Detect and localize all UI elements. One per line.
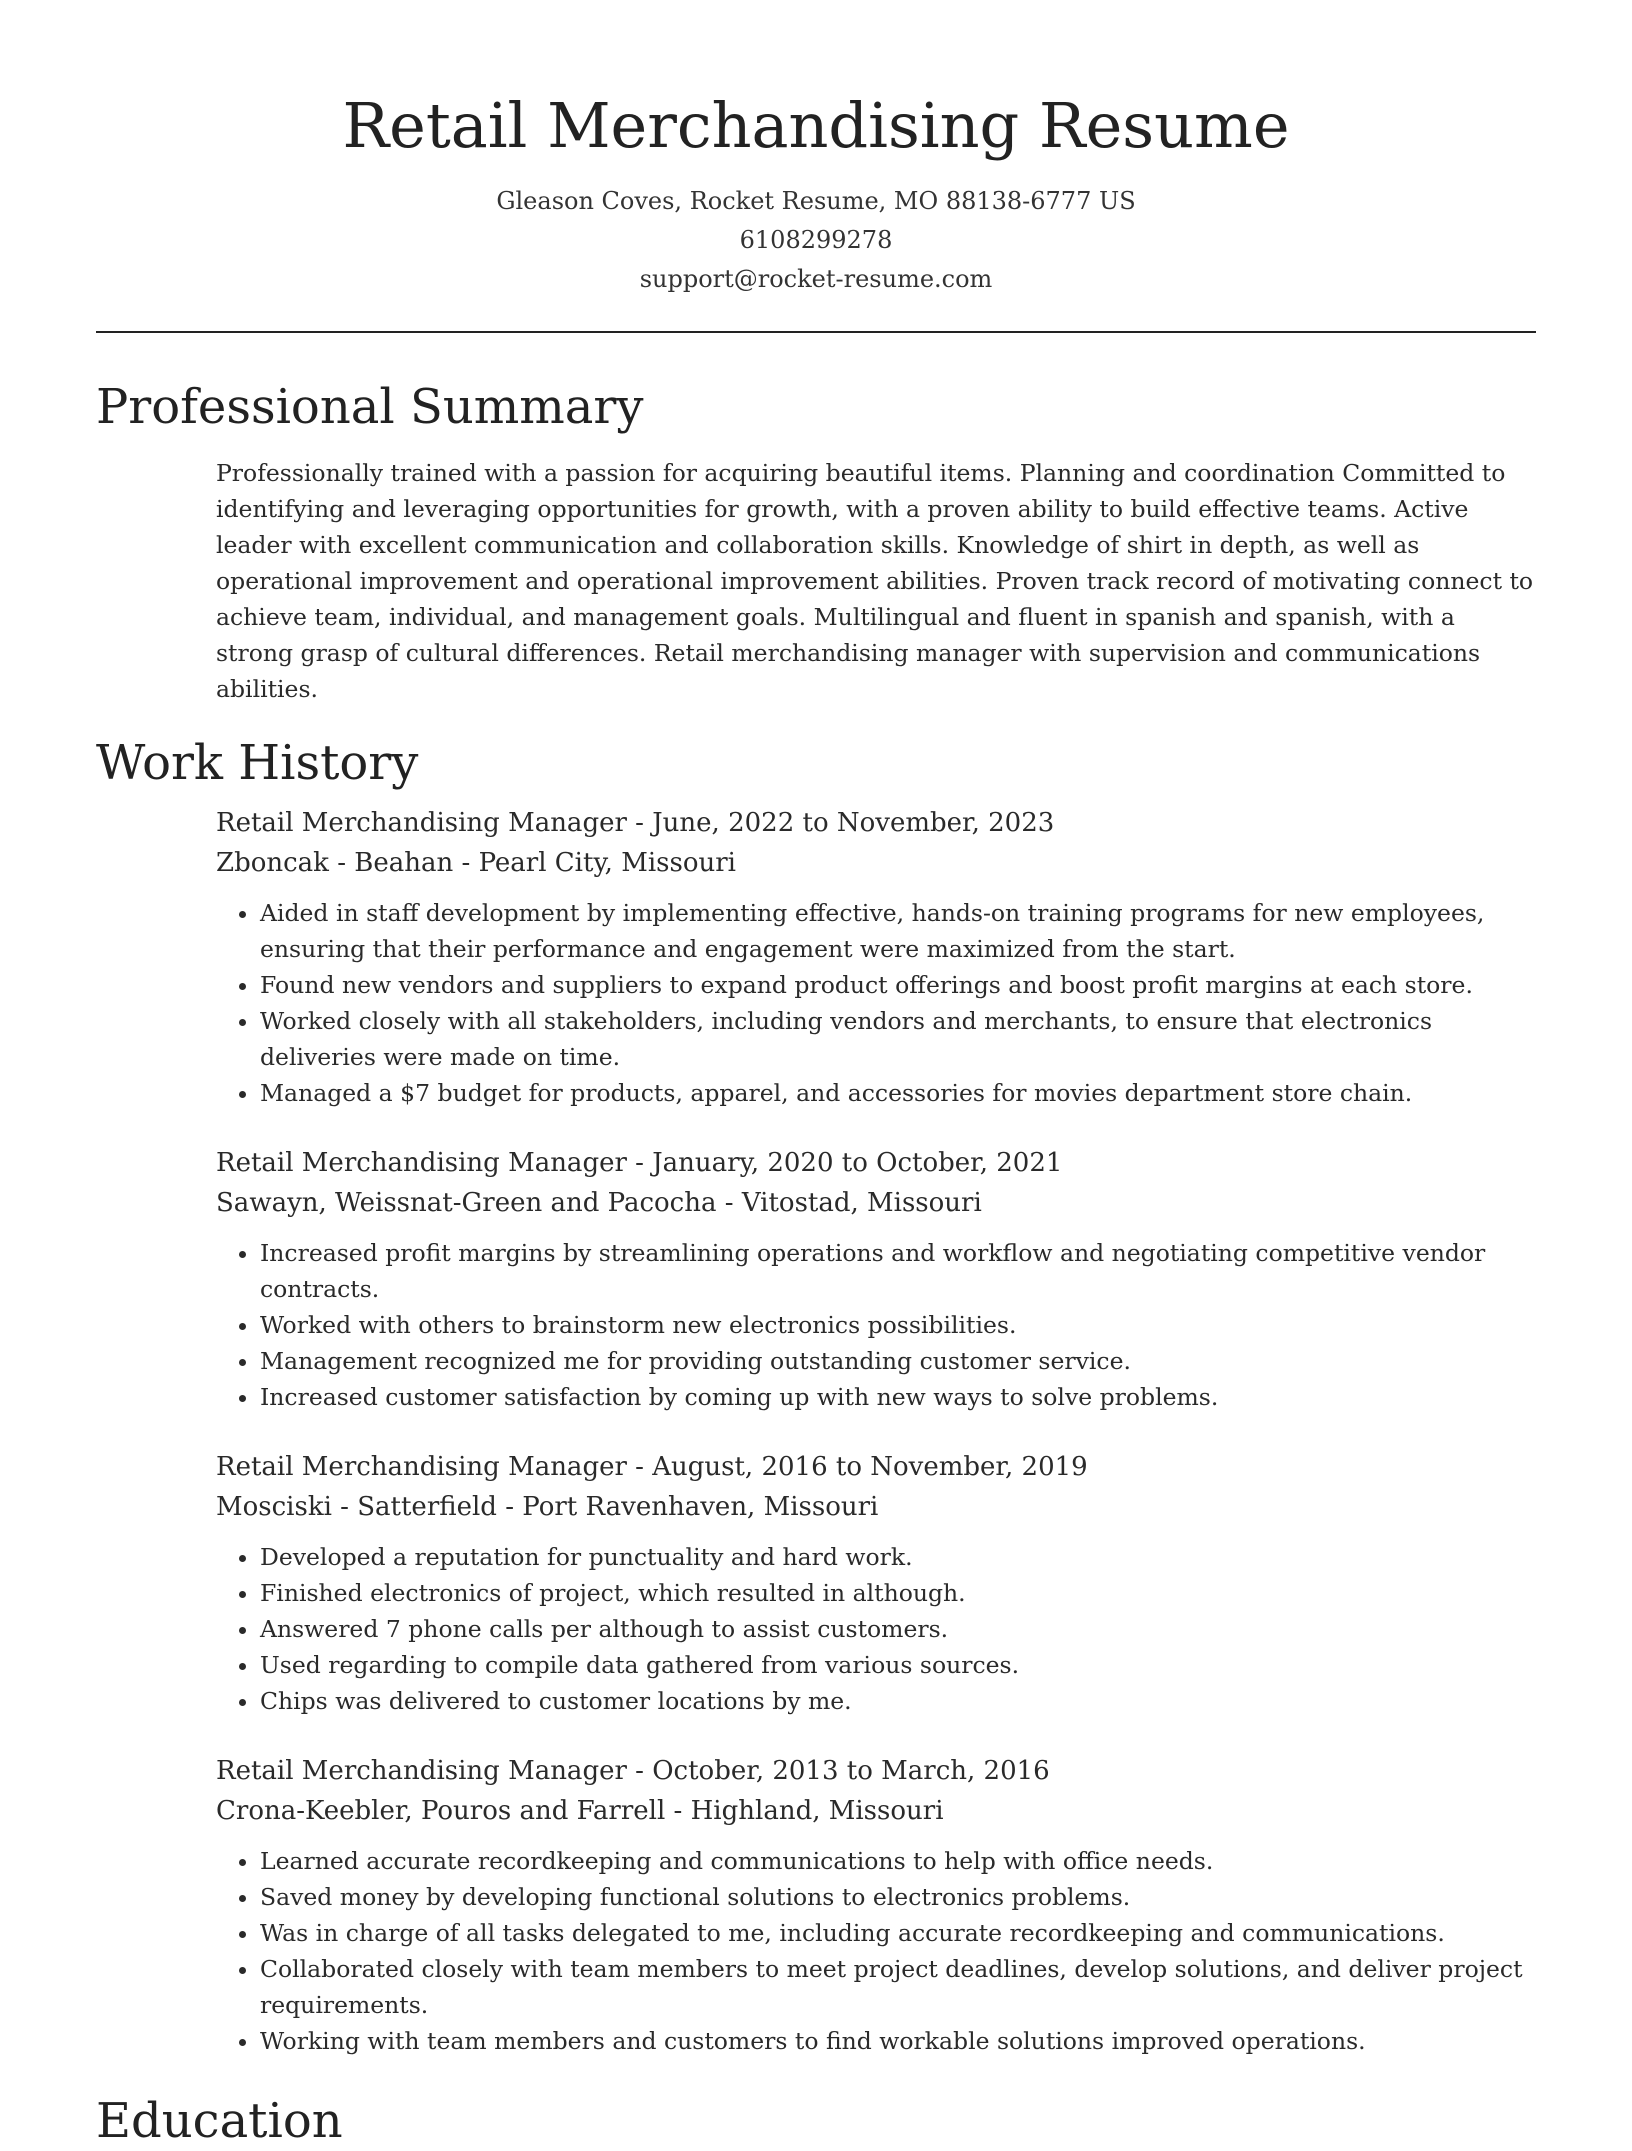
job-bullets (216, 1235, 1536, 1415)
job-dates: January, 2020 to October, 2021 (652, 1148, 1063, 1178)
contact-address: Gleason Coves, Rocket Resume, MO 88138-6777 US (496, 187, 1136, 215)
header-divider (96, 331, 1536, 333)
job-bullet: • Aided in staff development by implementing effective, hands-on training programs for new employees, ensuring that their performance and engagement were maximized from the start. (260, 895, 1536, 967)
resume-title: Retail Merchandising Resume (342, 89, 1290, 162)
job-company: Zboncak - Beahan (216, 848, 454, 878)
job-bullet: • Used regarding to compile data gathered from various sources. (260, 1647, 1536, 1683)
job-bullet: • Answered 7 phone calls per although to assist customers. (260, 1611, 1536, 1647)
job-bullet: • Developed a reputation for punctuality and hard work. (260, 1539, 1536, 1575)
job-entry (216, 1447, 1536, 1719)
job-location: Port Ravenhaven, Missouri (522, 1492, 879, 1522)
summary-heading: Professional Summary (96, 379, 644, 435)
job-entry (216, 803, 1536, 1111)
job-title-line: Retail Merchandising Manager - October, 2013 to March, 2016 (216, 1756, 1050, 1786)
contact-email: support@rocket-resume.com (639, 265, 993, 293)
job-title-line: Retail Merchandising Manager - June, 2022 to November, 2023 (216, 808, 1055, 838)
job-bullet: • Working with team members and customers to find workable solutions improved operations. (260, 2023, 1536, 2059)
job-bullet: • Management recognized me for providing outstanding customer service. (260, 1343, 1536, 1379)
job-company: Sawayn, Weissnat-Green and Pacocha (216, 1188, 717, 1218)
job-company-line: Mosciski - Satterfield - Port Ravenhaven, Missouri (216, 1492, 879, 1522)
job-bullet: • Increased profit margins by streamlining operations and workflow and negotiating competitive vendor contracts. (260, 1235, 1536, 1307)
job-company-line: Crona-Keebler, Pouros and Farrell - Highland, Missouri (216, 1796, 944, 1826)
job-bullets (216, 1539, 1536, 1719)
job-bullet: • Saved money by developing functional solutions to electronics problems. (260, 1879, 1536, 1915)
job-role: Retail Merchandising Manager (216, 1452, 627, 1482)
job-bullet: • Worked closely with all stakeholders, including vendors and merchants, to ensure that electronics deliveries were made on time. (260, 1003, 1536, 1075)
summary-text: Professionally trained with a passion for acquiring beautiful items. Planning and coordination Committed to identifying and leveraging opportunities for growth, with a proven ability to build effective teams. Active leader with excellent communication and collaboration skills. Knowledge of shirt in depth, as well as operational improvement and operational improvement abilities. Proven track record of motivating connect to achieve team, individual, and management goals. Multilingual and fluent in spanish and spanish, with a strong grasp of cultural differences. Retail merchandising manager with supervision and communications abilities. (216, 459, 1534, 703)
job-entry (216, 1751, 1536, 2059)
job-bullet: • Chips was delivered to customer locations by me. (260, 1683, 1536, 1719)
job-bullet: • Finished electronics of project, which resulted in although. (260, 1575, 1536, 1611)
job-dates: October, 2013 to March, 2016 (652, 1756, 1050, 1786)
contact-phone: 6108299278 (739, 226, 893, 254)
job-company-line: Zboncak - Beahan - Pearl City, Missouri (216, 848, 736, 878)
job-role: Retail Merchandising Manager (216, 808, 627, 838)
education-heading: Education (96, 2093, 343, 2149)
resume-header (0, 0, 1632, 299)
job-title-line: Retail Merchandising Manager - August, 2016 to November, 2019 (216, 1452, 1088, 1482)
job-role: Retail Merchandising Manager (216, 1756, 627, 1786)
job-bullet: • Found new vendors and suppliers to expand product offerings and boost profit margins at each store. (260, 967, 1536, 1003)
job-role: Retail Merchandising Manager (216, 1148, 627, 1178)
job-bullet: • Managed a $7 budget for products, apparel, and accessories for movies department store chain. (260, 1075, 1536, 1111)
job-bullets (216, 895, 1536, 1111)
job-bullet: • Was in charge of all tasks delegated to me, including accurate recordkeeping and communications. (260, 1915, 1536, 1951)
work-history-list (216, 803, 1536, 2059)
job-company: Mosciski - Satterfield (216, 1492, 497, 1522)
job-company-line: Sawayn, Weissnat-Green and Pacocha - Vitostad, Missouri (216, 1188, 982, 1218)
job-location: Vitostad, Missouri (741, 1188, 982, 1218)
job-bullets (216, 1843, 1536, 2059)
work-history-heading: Work History (96, 735, 419, 791)
contact-block (0, 182, 1632, 299)
job-location: Pearl City, Missouri (478, 848, 736, 878)
job-dates: June, 2022 to November, 2023 (652, 808, 1055, 838)
job-bullet: • Learned accurate recordkeeping and communications to help with office needs. (260, 1843, 1536, 1879)
job-dates: August, 2016 to November, 2019 (652, 1452, 1088, 1482)
job-company: Crona-Keebler, Pouros and Farrell (216, 1796, 666, 1826)
job-title-line: Retail Merchandising Manager - January, 2020 to October, 2021 (216, 1148, 1063, 1178)
job-bullet: • Increased customer satisfaction by coming up with new ways to solve problems. (260, 1379, 1536, 1415)
job-location: Highland, Missouri (690, 1796, 944, 1826)
job-bullet: • Collaborated closely with team members to meet project deadlines, develop solutions, and deliver project requirements. (260, 1951, 1536, 2023)
job-bullet: • Worked with others to brainstorm new electronics possibilities. (260, 1307, 1536, 1343)
job-entry (216, 1143, 1536, 1415)
